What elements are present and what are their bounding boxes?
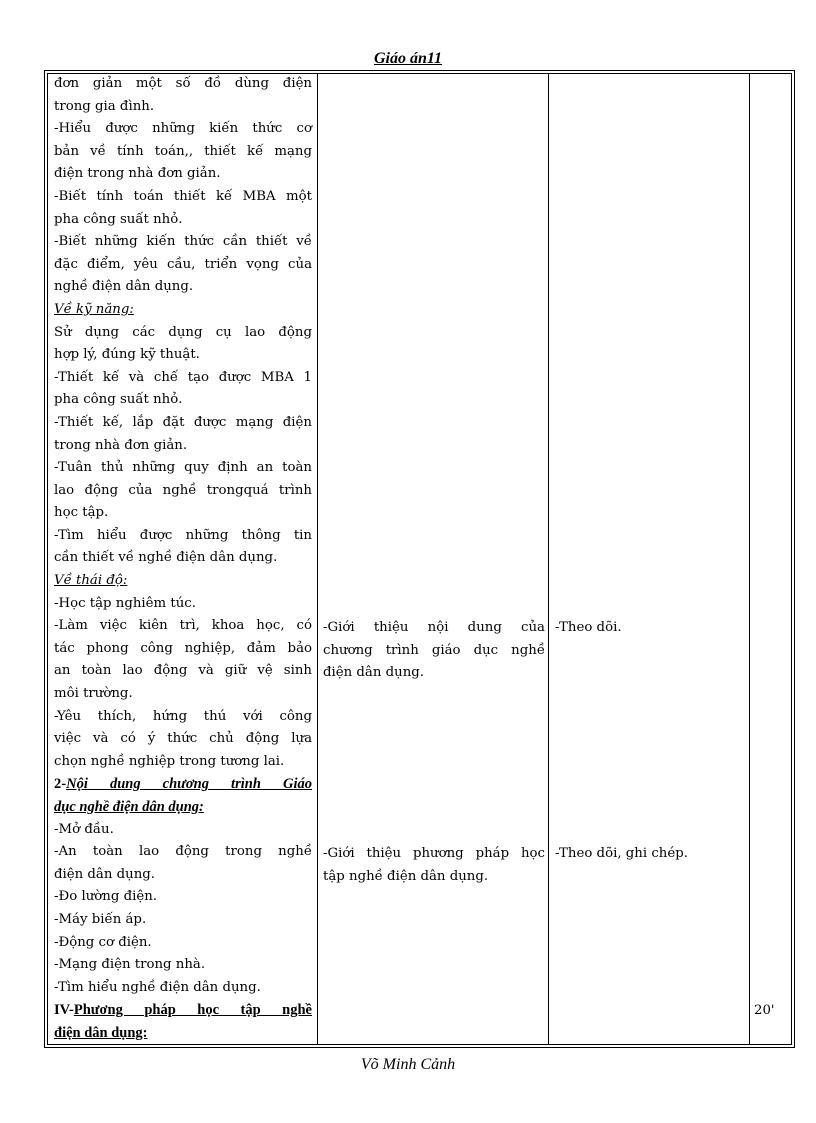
time-cell — [754, 1000, 790, 1023]
section-number: 2- — [54, 776, 67, 793]
text-line: -Đo lường điện. — [54, 889, 158, 905]
student-activity-cell — [555, 843, 745, 866]
text-line: -Theo dõi, ghi chép. — [555, 846, 688, 861]
teacher-activity-cell — [323, 843, 545, 888]
text-line: -Tìm hiểu nghề điện dân dụng. — [54, 979, 261, 995]
text-line: -Thiết kế và chế tạo được MBA 1 — [54, 369, 312, 385]
text-line: an toàn lao động và giữ vệ sinh — [54, 663, 312, 679]
text-line: điện trong nhà đơn giản. — [54, 166, 221, 182]
text-line: điện dân dụng. — [54, 866, 156, 882]
text-line: điện dân dụng. — [323, 665, 425, 681]
text-line: cần thiết về nghề điện dân dụng. — [54, 550, 278, 566]
text-line: -Làm việc kiên trì, khoa học, có — [54, 618, 312, 634]
text-line: tập nghề điện dân dụng. — [323, 868, 489, 884]
text-line: -Mở đầu. — [54, 821, 114, 837]
content-column — [54, 73, 312, 1045]
text-line: tác phong công nghiệp, đảm bảo — [54, 640, 312, 656]
section-heading-skills: Về kỹ năng: — [54, 301, 134, 317]
text-line: lao động của nghề trongquá trình — [54, 482, 312, 498]
column-divider — [548, 73, 549, 1045]
text-line: việc và có ý thức chủ động lựa — [54, 731, 312, 747]
section-title: dục nghề điện dân dụng: — [54, 799, 204, 815]
text-line: bản về tính toán,, thiết kế mạng — [54, 143, 312, 159]
section-heading-attitude: Về thái độ: — [54, 573, 128, 589]
text-line: trong gia đình. — [54, 98, 155, 114]
text-line: pha công suất nhỏ. — [54, 392, 183, 408]
time-value: 20' — [754, 1003, 775, 1018]
page-footer-author: Võ Minh Cảnh — [360, 1056, 456, 1073]
text-line: đơn giản một số đồ dùng điện — [54, 76, 312, 91]
text-line: -Biết những kiến thức cần thiết về — [54, 234, 312, 250]
text-line: -Máy biến áp. — [54, 911, 147, 927]
text-line: -Giới thiệu nội dung của — [323, 620, 545, 635]
section-title: điện dân dụng: — [54, 1024, 148, 1041]
section-title: Nội dung chương trình Giáo — [66, 776, 312, 793]
section-heading-program — [54, 773, 312, 796]
section-heading-program-cont — [54, 796, 312, 819]
section-number: IV- — [54, 1002, 74, 1019]
text-line: chọn nghề nghiệp trong tương lai. — [54, 753, 285, 769]
text-line: -Học tập nghiêm túc. — [54, 595, 196, 611]
text-line: -Động cơ điện. — [54, 934, 152, 950]
text-line: -Giới thiệu phương pháp học — [323, 846, 545, 861]
text-line: pha công suất nhỏ. — [54, 211, 183, 227]
text-line: hợp lý, đúng kỹ thuật. — [54, 347, 200, 363]
teacher-activity-cell — [323, 617, 545, 685]
text-line: môi trường. — [54, 686, 133, 702]
text-line: học tập. — [54, 505, 109, 521]
text-line: -Mạng điện trong nhà. — [54, 957, 206, 973]
text-line: -Biết tính toán thiết kế MBA một — [54, 188, 312, 204]
section-title: Phương pháp học tập nghề — [73, 1002, 312, 1019]
text-line: -Thiết kế, lắp đặt được mạng điện — [54, 414, 312, 430]
section-heading-method — [54, 999, 312, 1022]
text-line: -Yêu thích, hứng thú với công — [54, 708, 312, 724]
text-line: Sử dụng các dụng cụ lao động — [54, 324, 312, 340]
section-heading-method-cont — [54, 1022, 312, 1045]
text-line: -Tuân thủ những quy định an toàn — [54, 460, 312, 476]
text-line: chương trình giáo dục nghề — [323, 642, 545, 658]
text-line: nghề điện dân dụng. — [54, 279, 194, 295]
text-line: trong nhà đơn giản. — [54, 437, 188, 453]
text-line: -Tìm hiểu được những thông tin — [54, 527, 312, 543]
text-line: -Theo dõi. — [555, 620, 622, 635]
text-line: -An toàn lao động trong nghề — [54, 844, 312, 860]
student-activity-cell — [555, 617, 745, 640]
text-line: -Hiểu được những kiến thức cơ — [54, 121, 312, 137]
text-line: đặc điểm, yêu cầu, triển vọng của — [54, 256, 312, 272]
column-divider — [317, 73, 318, 1045]
column-divider — [749, 73, 750, 1045]
page-header: Giáo án11 — [373, 50, 442, 67]
